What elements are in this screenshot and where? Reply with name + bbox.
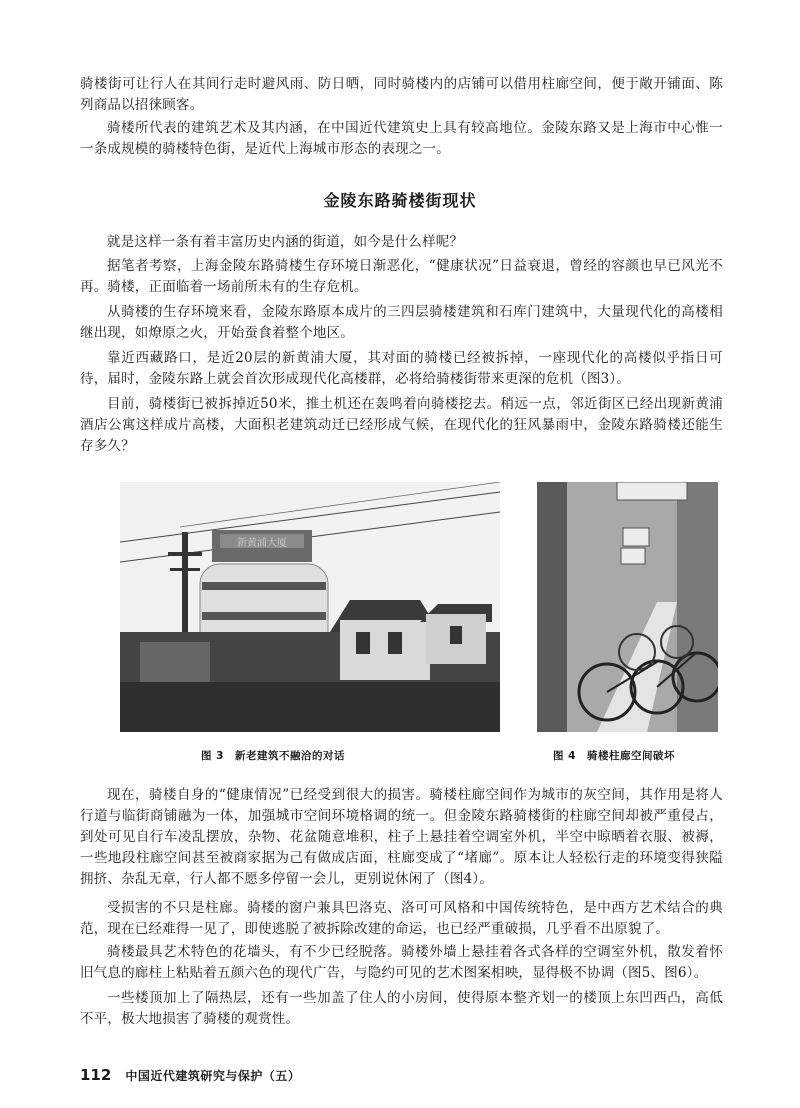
journal-title: 中国近代建筑研究与保护（五） [125, 1069, 301, 1083]
figure-4-caption: 图 4 骑楼柱廊空间破坏 [553, 750, 675, 762]
body-paragraph-2: 受损害的不只是柱廊。骑楼的窗户兼具巴洛克、洛可可风格和中国传统特色，是中西方艺术结合的典范，现在已经难得一见了，即使逃脱了被拆除改建的命运，也已经严重破损，几乎看不出原貌了。 [80, 900, 723, 937]
body-paragraph-4: 一些楼顶加上了隔热层，还有一些加盖了住人的小房间，使得原本整齐划一的楼顶上东凹西凸，高低不平，极大地损害了骑楼的观赏性。 [80, 990, 723, 1027]
figure-4-photo [537, 482, 718, 732]
section-paragraph-1: 就是这样一条有着丰富历史内涵的街道，如今是什么样呢？ [107, 234, 464, 250]
section-heading: 金陵东路骑楼街现状 [323, 191, 477, 210]
figure-3-photo [120, 482, 500, 732]
section-paragraph-5: 目前，骑楼街已被拆掉近50米，推土机还在轰鸣着向骑楼挖去。稍远一点，邻近街区已经出现新黄浦酒店公寓这样成片高楼，大面积老建筑动迁已经形成气候，在现代化的狂风暴雨中，金陵东路骑楼还能生存多久？ [80, 396, 723, 454]
body-paragraph-1: 现在，骑楼自身的“健康情况”已经受到很大的损害。骑楼柱廊空间作为城市的灰空间，其作用是将人行道与临街商铺融为一体，加强城市空间环境格调的统一。但金陵东路骑楼街的柱廊空间却被严重侵占，到处可见自行车凌乱摆放，杂物、花盆随意堆积，柱子上悬挂着空调室外机，半空中晾晒着衣服、被褥，一些地段柱廊空间甚至被商家据为己有做成店面，柱廊变成了“堵廊”。原本让人轻松行走的环境变得狭隘拥挤、杂乱无章，行人都不愿多停留一会儿，更别说休闲了（图4）。 [80, 787, 723, 887]
intro-paragraph-2: 骑楼所代表的建筑艺术及其内涵，在中国近代建筑史上具有较高地位。金陵东路又是上海市中心惟一一条成规模的骑楼特色街，是近代上海城市形态的表现之一。 [80, 120, 723, 157]
page-number: 112 [80, 1066, 112, 1084]
section-paragraph-3: 从骑楼的生存环境来看，金陵东路原本成片的三四层骑楼建筑和石库门建筑中，大量现代化的高楼相继出现，如燎原之火，开始蚕食着整个地区。 [80, 304, 723, 341]
building-sign-text: 新黄浦大厦 [237, 538, 287, 549]
section-paragraph-4: 靠近西藏路口，是近20层的新黄浦大厦，其对面的骑楼已经被拆掉，一座现代化的高楼似乎指日可待，届时，金陵东路上就会首次形成现代化高楼群，必将给骑楼街带来更深的危机（图3）。 [80, 350, 723, 387]
figure-4-image [537, 482, 718, 732]
intro-paragraph-1: 骑楼街可让行人在其间行走时避风雨、防日晒，同时骑楼内的店铺可以借用柱廊空间，便于敞开铺面、陈列商品以招徕顾客。 [80, 76, 723, 113]
section-paragraph-2: 据笔者考察，上海金陵东路骑楼生存环境日渐恶化，“健康状况”日益衰退，曾经的容颜也早已风光不再。骑楼，正面临着一场前所未有的生存危机。 [80, 258, 723, 295]
figure-3-image [120, 482, 500, 732]
body-paragraph-3: 骑楼最具艺术特色的花墙头，有不少已经脱落。骑楼外墙上悬挂着各式各样的空调室外机，散发着怀旧气息的廊柱上粘贴着五颜六色的现代广告，与隐约可见的艺术图案相映，显得极不协调（图5、图6）。 [80, 944, 723, 981]
figure-3-caption: 图 3 新老建筑不融洽的对话 [201, 750, 345, 762]
page-footer [80, 1066, 300, 1084]
